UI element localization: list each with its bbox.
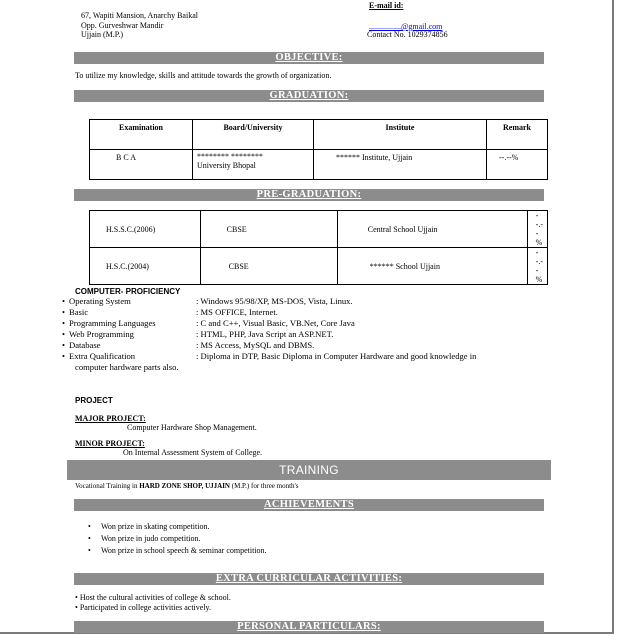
personal-heading: PERSONAL PARTICULARS: [74, 621, 544, 633]
minor-project-label: MINOR PROJECT: [75, 439, 145, 448]
bullet-icon: • [75, 593, 80, 602]
computer-item-label: Programming Languages [69, 318, 156, 328]
computer-item-value: : Windows 95/98/XP, MS-DOS, Vista, Linux. [196, 296, 353, 306]
email-link[interactable]: ................@gmail.com [369, 22, 443, 31]
grad-board [193, 150, 314, 180]
contact-number: Contact No. 1029374856 [367, 30, 448, 39]
col-remark: Remark [487, 120, 548, 150]
bullet-icon: • [62, 318, 66, 328]
computer-heading: COMPUTER- PROFICIENCY [75, 287, 181, 296]
pregrad-institute-1: Central School Ujjain [337, 211, 527, 248]
computer-item-label: Basic [69, 307, 89, 317]
bullet-icon: • [62, 307, 66, 317]
training-heading: TRAINING [67, 460, 551, 480]
computer-item-value: : MS OFFICE, Internet. [196, 307, 278, 317]
graduation-table [89, 119, 548, 180]
extra-item-text: Host the cultural activities of college & school. [79, 593, 231, 602]
extra-item [75, 603, 211, 613]
bullet-icon: • [62, 329, 66, 339]
computer-item-label: Operating System [69, 296, 131, 306]
achievement-item: Won prize in school speech & seminar competition. [101, 546, 267, 555]
pregrad-institute-2: ****** School Ujjain [337, 248, 527, 285]
pregrad-exam-1: H.S.S.C.(2006) [90, 211, 201, 248]
achievement-item: Won prize in skating competition. [101, 522, 210, 531]
grad-remark: --.--% [487, 150, 548, 180]
email-label: E-mail id: [369, 1, 404, 10]
training-text-post: (M.P.) for three month's [230, 482, 299, 490]
pregrad-board-1: CBSE [200, 211, 337, 248]
col-examination: Examination [90, 120, 193, 150]
computer-item-value: : Diploma in DTP, Basic Diploma in Computer Hardware and good knowledge in [196, 351, 477, 361]
graduation-heading: GRADUATION: [74, 90, 544, 102]
extra-item-text: Participated in college activities actively. [79, 603, 212, 612]
grad-board-line2: University Bhopal [197, 161, 256, 170]
bullet-icon: • [88, 522, 91, 531]
minor-project-text: On Internal Assessment System of College. [123, 448, 263, 457]
extra-item [75, 593, 231, 603]
achievements-heading: ACHIEVEMENTS [74, 499, 544, 511]
computer-item-value: : C and C++, Visual Basic, VB.Net, Core Java [196, 318, 355, 328]
major-project-text: Computer Hardware Shop Management. [127, 423, 257, 432]
computer-item-value: : HTML, PHP, Java Script an ASP.NET. [196, 329, 334, 339]
col-institute: Institute [314, 120, 487, 150]
computer-item-label: Extra Qualification [69, 351, 136, 361]
training-text-pre: Vocational Training in [75, 482, 140, 490]
address-line-1: 67, Wapiti Mansion, Anarchy Baikal [81, 11, 198, 20]
col-board: Board/University [193, 120, 314, 150]
pregrad-remark-1: --.-- % [527, 211, 547, 248]
bullet-icon: • [62, 340, 66, 350]
bullet-icon: • [88, 534, 91, 543]
training-text [75, 482, 299, 490]
bullet-icon: • [62, 296, 66, 306]
project-heading: PROJECT [75, 396, 113, 405]
computer-extra-continued: computer hardware parts also. [75, 362, 179, 372]
major-project-label: MAJOR PROJECT: [75, 414, 146, 423]
bullet-icon: • [75, 603, 80, 612]
pregrad-board-2: CBSE [200, 248, 337, 285]
bullet-icon: • [62, 351, 66, 361]
grad-exam: B C A [90, 150, 193, 180]
grad-board-line1: ******** ******** [197, 152, 263, 161]
computer-item-label: Database [69, 340, 101, 350]
training-text-company: HARD ZONE SHOP, UJJAIN [139, 482, 230, 490]
grad-institute: ****** Institute, Ujjain [314, 150, 487, 180]
address-line-3: Ujjain (M.P.) [81, 30, 123, 39]
pregrad-table [89, 210, 548, 285]
computer-item-value: : MS Access, MySQL and DBMS. [196, 340, 315, 350]
address-line-2: Opp. Gurveshwar Mandir [81, 21, 164, 30]
pregrad-remark-2: --.-- % [527, 248, 547, 285]
pregrad-heading: PRE-GRADUATION: [74, 189, 544, 201]
objective-heading: OBJECTIVE: [74, 52, 544, 64]
achievement-item: Won prize in judo competition. [101, 534, 201, 543]
computer-item-label: Web Programming [69, 329, 134, 339]
pregrad-exam-2: H.S.C.(2004) [90, 248, 201, 285]
bullet-icon: • [88, 546, 91, 555]
extra-heading: EXTRA CURRICULAR ACTIVITIES: [74, 573, 544, 585]
objective-text: To utilize my knowledge, skills and attitude towards the growth of organization. [75, 71, 332, 80]
